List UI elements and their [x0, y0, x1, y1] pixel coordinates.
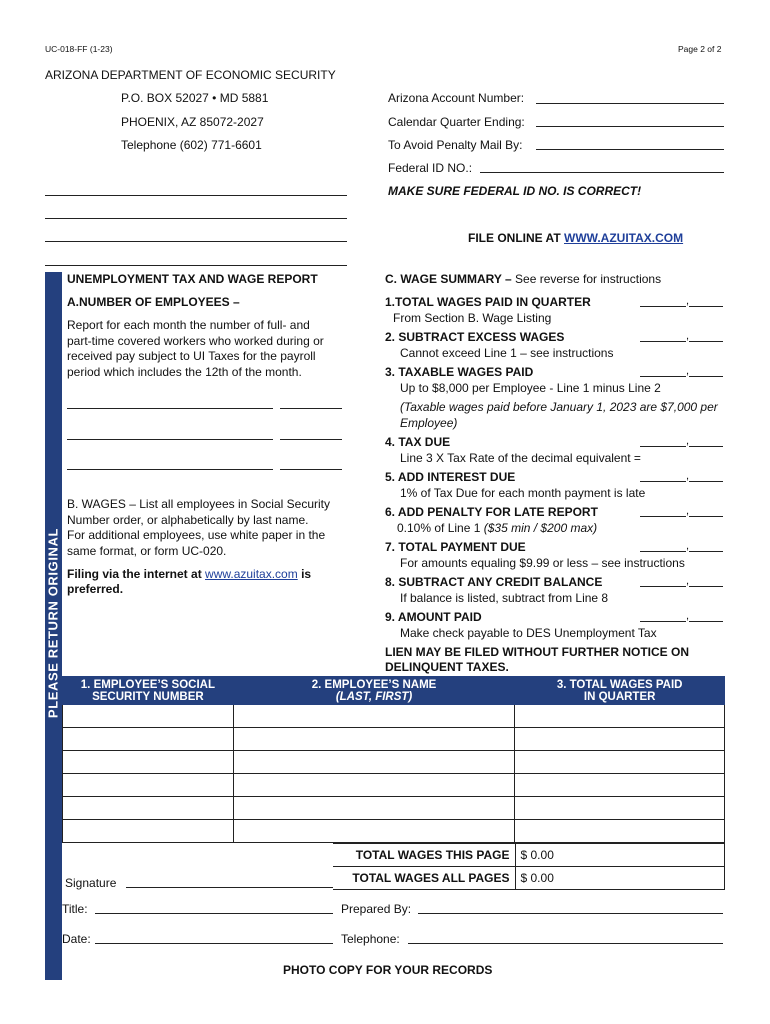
total-all-pages-value[interactable]: $ 0.00 — [515, 867, 724, 890]
line-5-title: 5. ADD INTEREST DUE — [385, 470, 516, 484]
agency-name: ARIZONA DEPARTMENT OF ECONOMIC SECURITY — [45, 68, 336, 82]
column-header-line: 3. TOTAL WAGES PAID — [556, 678, 683, 691]
section-b-line: Number order, or alphabetically by last name. — [67, 513, 309, 527]
line-6-amount[interactable]: , — [640, 505, 724, 517]
name-cell[interactable] — [233, 797, 515, 820]
title-label: Title: — [62, 902, 88, 916]
filing-note-text: is — [297, 567, 312, 581]
mailing-address-line[interactable] — [45, 241, 347, 242]
section-a-desc-line: Report for each month the number of full- and — [67, 318, 310, 332]
line-9-desc: Make check payable to DES Unemployment Tax — [400, 626, 657, 640]
ssn-cell[interactable] — [63, 797, 234, 820]
ssn-cell[interactable] — [63, 705, 234, 728]
lien-notice: LIEN MAY BE FILED WITHOUT FURTHER NOTICE ON — [385, 645, 690, 659]
line-7-title: 7. TOTAL PAYMENT DUE — [385, 540, 526, 554]
total-this-page-value[interactable]: $ 0.00 — [515, 844, 724, 867]
line-3-note-line2: Employee) — [400, 416, 458, 430]
wages-cell[interactable] — [515, 820, 725, 843]
ssn-cell[interactable] — [63, 820, 234, 843]
signature-label: Signature — [65, 876, 117, 890]
quarter-ending-field[interactable] — [536, 126, 724, 127]
column-header-line: (LAST, FIRST) — [335, 690, 413, 703]
line-4-amount[interactable]: , — [640, 435, 724, 447]
wages-cell[interactable] — [515, 751, 725, 774]
prepared-by-field[interactable] — [418, 913, 723, 914]
column-header-line: IN QUARTER — [583, 690, 656, 703]
employee-count-month3-value[interactable] — [280, 469, 342, 470]
line-6-desc-limits: ($35 min / $200 max) — [483, 521, 598, 535]
column-header-line: 2. EMPLOYEE’S NAME — [311, 678, 437, 691]
file-online-notice — [468, 231, 683, 245]
account-number-label: Arizona Account Number: — [388, 91, 525, 105]
wages-cell[interactable] — [515, 774, 725, 797]
lien-notice-line2: DELINQUENT TAXES. — [385, 660, 509, 674]
total-this-page-row — [333, 844, 724, 867]
table-row — [63, 820, 725, 843]
column-header-ssn — [63, 677, 234, 705]
account-number-field[interactable] — [536, 103, 724, 104]
table-row — [63, 751, 725, 774]
page-number: Page 2 of 2 — [678, 44, 722, 54]
line-3-note: (Taxable wages paid before January 1, 2023 are $7,000 per — [400, 400, 718, 414]
penalty-mail-field[interactable] — [536, 149, 724, 150]
column-header-name — [233, 677, 515, 705]
section-a-heading: A.NUMBER OF EMPLOYEES – — [67, 295, 240, 309]
table-row — [63, 728, 725, 751]
wage-summary-heading — [385, 272, 661, 286]
filing-note-line2: preferred. — [67, 582, 124, 596]
line-1-amount[interactable]: , — [640, 295, 724, 307]
section-a-desc-line: period which includes the 12th of the month. — [67, 365, 302, 379]
mailing-address-line[interactable] — [45, 218, 347, 219]
line-9-title: 9. AMOUNT PAID — [385, 610, 482, 624]
telephone-label: Telephone: — [341, 932, 400, 946]
line-5-desc: 1% of Tax Due for each month payment is late — [400, 486, 646, 500]
line-8-title: 8. SUBTRACT ANY CREDIT BALANCE — [385, 575, 603, 589]
telephone-field[interactable] — [408, 943, 723, 944]
column-header-wages — [515, 677, 725, 705]
table-row — [63, 705, 725, 728]
agency-address-line2: PHOENIX, AZ 85072-2027 — [121, 115, 264, 129]
line-6-desc — [397, 521, 597, 535]
line-3-desc: Up to $8,000 per Employee - Line 1 minus Line 2 — [400, 381, 661, 395]
employee-count-month2[interactable] — [67, 439, 273, 440]
column-header-line: 1. EMPLOYEE’S SOCIAL — [80, 678, 215, 691]
federal-id-label: Federal ID NO.: — [388, 161, 473, 175]
section-a-desc-line: received pay subject to UI Taxes for the payroll — [67, 349, 316, 363]
quarter-ending-label: Calendar Quarter Ending: — [388, 115, 525, 129]
employee-wage-table — [62, 676, 725, 843]
column-header-line: SECURITY NUMBER — [92, 690, 204, 703]
line-1-desc: From Section B. Wage Listing — [393, 311, 552, 325]
section-b-line: same format, or form UC-020. — [67, 544, 227, 558]
agency-phone: Telephone (602) 771-6601 — [121, 138, 262, 152]
total-this-page-label: TOTAL WAGES THIS PAGE — [333, 844, 515, 867]
photo-copy-notice: PHOTO COPY FOR YOUR RECORDS — [283, 963, 493, 977]
file-online-label: FILE ONLINE AT — [468, 231, 564, 245]
title-field[interactable] — [95, 913, 333, 914]
line-4-desc: Line 3 X Tax Rate of the decimal equivalent = — [400, 451, 641, 465]
line-2-title: 2. SUBTRACT EXCESS WAGES — [385, 330, 565, 344]
signature-field[interactable] — [126, 887, 333, 888]
wages-cell[interactable] — [515, 705, 725, 728]
total-all-pages-label: TOTAL WAGES ALL PAGES — [333, 867, 515, 890]
line-1-title: 1.TOTAL WAGES PAID IN QUARTER — [385, 295, 591, 309]
filing-note-link[interactable]: www.azuitax.com — [205, 567, 298, 581]
name-cell[interactable] — [233, 774, 515, 797]
federal-id-field[interactable] — [480, 172, 724, 173]
totals-table — [333, 843, 725, 890]
employee-count-month1-value[interactable] — [280, 408, 342, 409]
federal-id-warning: MAKE SURE FEDERAL ID NO. IS CORRECT! — [388, 184, 642, 198]
total-all-pages-row — [333, 867, 724, 890]
name-cell[interactable] — [233, 820, 515, 843]
form-id: UC-018-FF (1-23) — [45, 44, 113, 54]
line-9-amount[interactable]: , — [640, 610, 724, 622]
file-online-link[interactable]: WWW.AZUITAX.COM — [564, 231, 684, 245]
name-cell[interactable] — [233, 705, 515, 728]
table-row — [63, 774, 725, 797]
line-8-amount[interactable]: , — [640, 575, 724, 587]
ssn-cell[interactable] — [63, 774, 234, 797]
wages-cell[interactable] — [515, 728, 725, 751]
wages-cell[interactable] — [515, 797, 725, 820]
date-field[interactable] — [95, 943, 333, 944]
name-cell[interactable] — [233, 728, 515, 751]
date-label: Date: — [62, 932, 91, 946]
line-8-desc: If balance is listed, subtract from Line 8 — [400, 591, 609, 605]
prepared-by-label: Prepared By: — [341, 902, 412, 916]
section-b-line: B. WAGES – List all employees in Social Security — [67, 497, 330, 511]
line-2-desc: Cannot exceed Line 1 – see instructions — [400, 346, 614, 360]
agency-address-line1: P.O. BOX 52027 • MD 5881 — [121, 91, 269, 105]
line-7-amount[interactable]: , — [640, 540, 724, 552]
wage-summary-heading-text: See reverse for instructions — [515, 272, 662, 286]
employee-count-month2-value[interactable] — [280, 439, 342, 440]
line-7-desc: For amounts equaling $9.99 or less – see instructions — [400, 556, 685, 570]
name-cell[interactable] — [233, 751, 515, 774]
mailing-address-line[interactable] — [45, 195, 347, 196]
table-header-row — [63, 677, 725, 705]
sidebar-banner-text: PLEASE RETURN ORIGINAL — [45, 527, 61, 719]
table-row — [63, 797, 725, 820]
report-title: UNEMPLOYMENT TAX AND WAGE REPORT — [67, 272, 318, 286]
line-3-amount[interactable]: , — [640, 365, 724, 377]
ssn-cell[interactable] — [63, 751, 234, 774]
employee-count-month1[interactable] — [67, 408, 273, 409]
line-6-title: 6. ADD PENALTY FOR LATE REPORT — [385, 505, 598, 519]
section-b-line: For additional employees, use white paper in the — [67, 528, 326, 542]
wage-summary-heading-bold: C. WAGE SUMMARY – — [385, 272, 516, 286]
ssn-cell[interactable] — [63, 728, 234, 751]
line-2-amount[interactable]: , — [640, 330, 724, 342]
mailing-address-line[interactable] — [45, 265, 347, 266]
employee-count-month3[interactable] — [67, 469, 273, 470]
penalty-mail-label: To Avoid Penalty Mail By: — [388, 138, 523, 152]
line-4-title: 4. TAX DUE — [385, 435, 451, 449]
line-3-title: 3. TAXABLE WAGES PAID — [385, 365, 534, 379]
line-6-desc-text: 0.10% of Line 1 — [397, 521, 484, 535]
filing-note — [67, 567, 311, 581]
filing-note-text: Filing via the internet at — [67, 567, 206, 581]
section-a-desc-line: part-time covered workers who worked during or — [67, 334, 324, 348]
line-5-amount[interactable]: , — [640, 470, 724, 482]
